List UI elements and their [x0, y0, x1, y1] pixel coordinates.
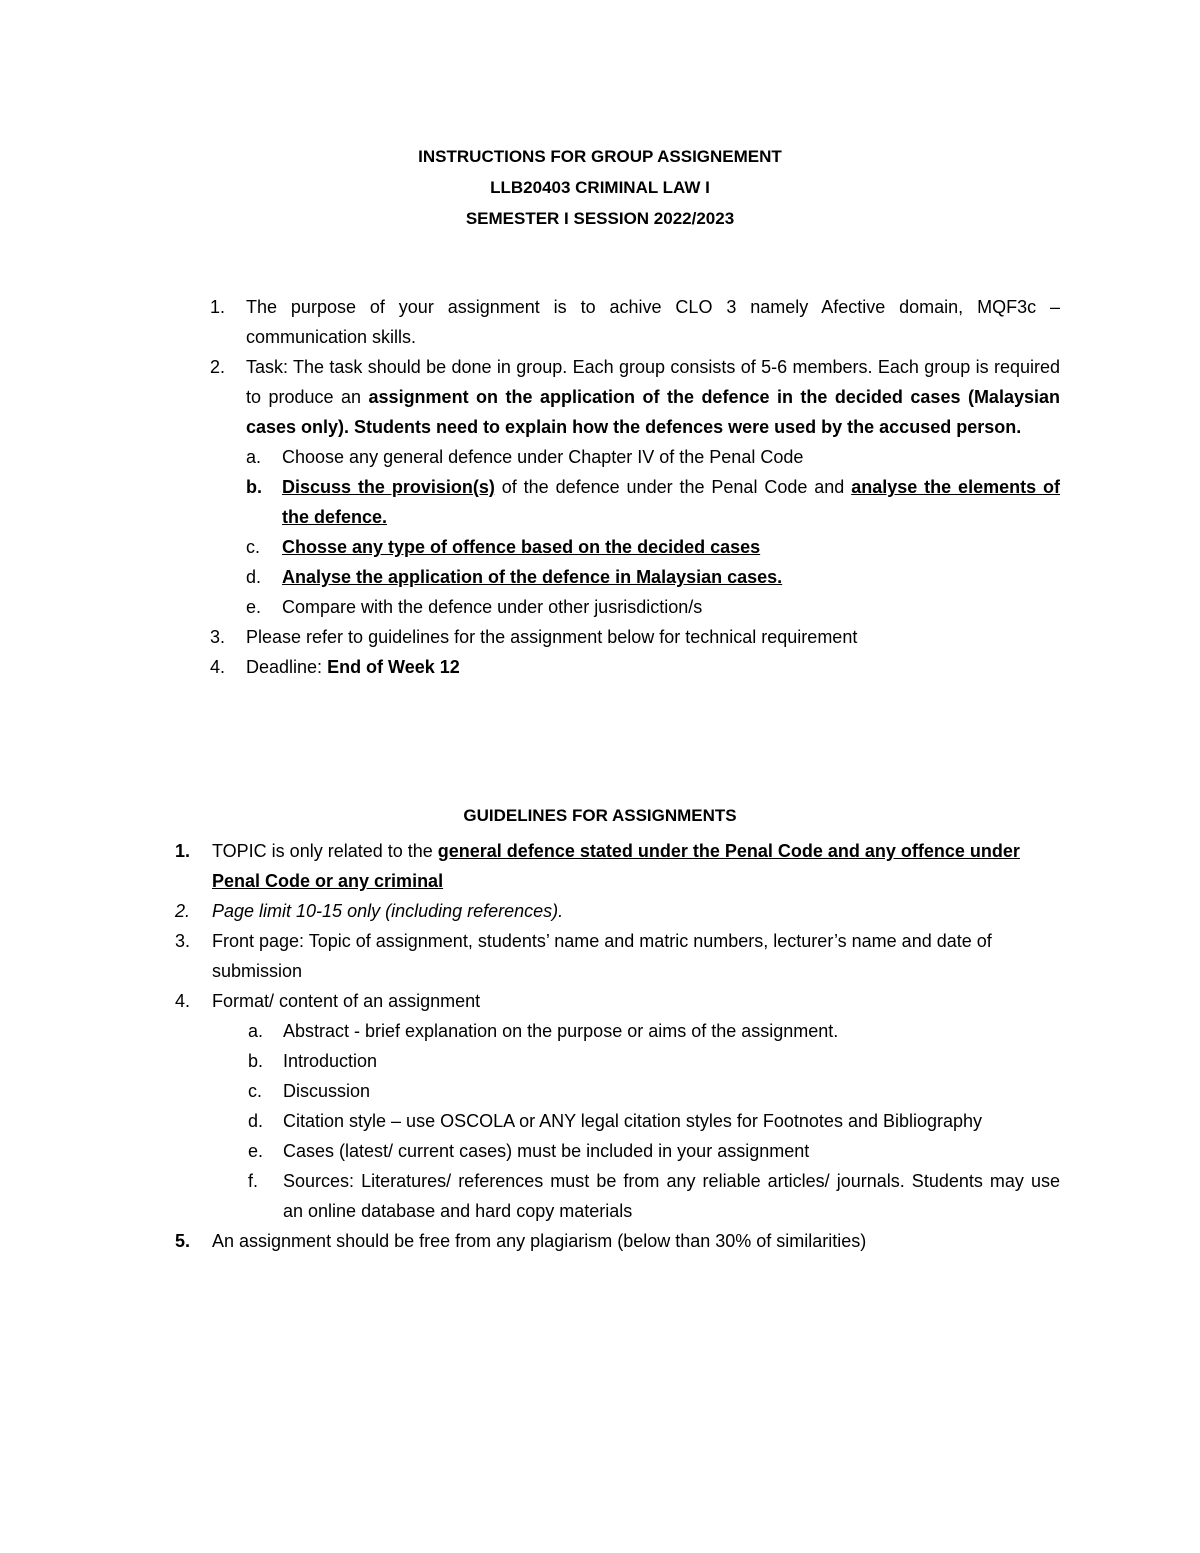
list-number: 4.: [175, 991, 191, 1011]
list-letter: a.: [248, 1021, 264, 1041]
list-letter: f.: [248, 1171, 259, 1191]
instructions-list: [210, 292, 1060, 682]
sub-text: Compare with the defence under other jusrisdiction/s: [282, 597, 703, 617]
deadline-value: End of Week 12: [327, 657, 460, 677]
instruction-sub-d: [210, 562, 1060, 592]
list-letter: e.: [246, 597, 262, 617]
guidelines-title: GUIDELINES FOR ASSIGNMENTS: [463, 806, 737, 825]
instruction-text: The purpose of your assignment is to achive CLO 3 namely Afective domain, MQF3c – communication skills.: [246, 297, 1060, 347]
instruction-text: Please refer to guidelines for the assignment below for technical requirement: [246, 627, 858, 647]
instruction-item-2: [210, 352, 1060, 442]
sub-text-emphasis: Discuss the provision(s): [282, 477, 495, 497]
guideline-text: An assignment should be free from any plagiarism (below than 30% of similarities): [212, 1231, 867, 1251]
guideline-text: Format/ content of an assignment: [212, 991, 481, 1011]
list-number: 5.: [175, 1231, 191, 1251]
instruction-sub-e: [210, 592, 1060, 622]
sub-text: Discussion: [283, 1081, 371, 1101]
sub-text-emphasis: analyse the elements of the defence.: [282, 477, 1060, 527]
sub-text: Abstract - brief explanation on the purpose or aims of the assignment.: [283, 1021, 839, 1041]
instruction-sub-c: [210, 532, 1060, 562]
guideline-item-4: [175, 986, 1060, 1016]
instruction-sub-b: [210, 472, 1060, 532]
sub-text: Cases (latest/ current cases) must be included in your assignment: [283, 1141, 810, 1161]
sub-text: Introduction: [283, 1051, 378, 1071]
instruction-text-bold: assignment on the application of the defence in the decided cases (Malaysian cases only). Students need to explain how the defences were used by the accused person.: [246, 387, 1060, 437]
deadline-label: Deadline:: [246, 657, 328, 677]
guideline-sub-e: [175, 1136, 1060, 1166]
list-number: 1.: [210, 297, 226, 317]
list-number: 2.: [210, 357, 226, 377]
guideline-text: Front page: Topic of assignment, students’ name and matric numbers, lecturer’s name and date of submission: [212, 931, 992, 981]
assignment-header: [0, 141, 1200, 234]
sub-text: Citation style – use OSCOLA or ANY legal citation styles for Footnotes and Bibliography: [283, 1111, 983, 1131]
instruction-sub-a: [210, 442, 1060, 472]
sub-text: of the defence under the Penal Code and: [494, 477, 852, 497]
guideline-item-1: [175, 836, 1060, 896]
list-number: 3.: [210, 627, 226, 647]
instruction-item-3: [210, 622, 1060, 652]
sub-text: Choose any general defence under Chapter IV of the Penal Code: [282, 447, 804, 467]
guideline-sub-c: [175, 1076, 1060, 1106]
list-letter: d.: [246, 567, 262, 587]
list-letter: b.: [248, 1051, 264, 1071]
sub-text-emphasis: Analyse the application of the defence in Malaysian cases.: [282, 567, 783, 587]
list-number: 2.: [175, 901, 191, 921]
guideline-sub-a: [175, 1016, 1060, 1046]
guideline-item-3: [175, 926, 1060, 986]
guideline-text-emphasis: general defence stated under the Penal Code and any offence under Penal Code or any criminal: [212, 841, 1020, 891]
guideline-sub-d: [175, 1106, 1060, 1136]
list-number: 1.: [175, 841, 191, 861]
guideline-item-2: [175, 896, 1060, 926]
header-title: INSTRUCTIONS FOR GROUP ASSIGNEMENT: [418, 147, 782, 166]
list-letter: b.: [246, 477, 262, 497]
list-letter: c.: [248, 1081, 263, 1101]
sub-text-emphasis: Chosse any type of offence based on the decided cases: [282, 537, 761, 557]
list-number: 4.: [210, 657, 226, 677]
instruction-text: Task: The task should be done in group. Each group consists of 5-6 members. Each group is required to produce an: [246, 357, 1060, 407]
list-letter: d.: [248, 1111, 264, 1131]
instruction-item-4: [210, 652, 1060, 682]
list-letter: e.: [248, 1141, 264, 1161]
guideline-sub-f: [175, 1166, 1060, 1226]
header-semester: SEMESTER I SESSION 2022/2023: [465, 209, 735, 228]
instruction-item-1: [210, 292, 1060, 352]
header-course: LLB20403 CRIMINAL LAW I: [490, 178, 710, 197]
guideline-sub-b: [175, 1046, 1060, 1076]
list-letter: c.: [246, 537, 261, 557]
list-number: 3.: [175, 931, 191, 951]
guideline-item-5: [175, 1226, 1060, 1256]
guideline-text: Page limit 10-15 only (including references).: [212, 901, 564, 921]
sub-text: Sources: Literatures/ references must be from any reliable articles/ journals. Students may use an online database and hard copy materials: [283, 1171, 1060, 1221]
guideline-text: TOPIC is only related to the: [212, 841, 438, 861]
list-letter: a.: [246, 447, 262, 467]
guidelines-list: [175, 836, 1060, 1256]
